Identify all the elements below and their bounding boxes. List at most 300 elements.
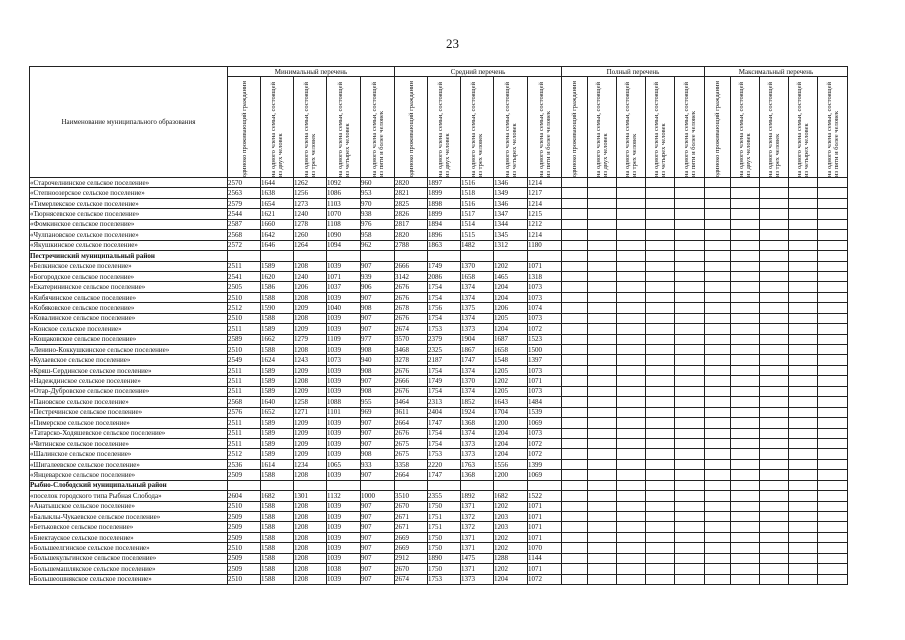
- empty-cell: [562, 553, 588, 563]
- average-value-cell: 2675: [395, 438, 428, 448]
- average-value-cell: 2664: [395, 418, 428, 428]
- minimal-value-cell: 1092: [327, 178, 361, 188]
- empty-cell: [562, 459, 588, 469]
- empty-cell: [818, 438, 848, 448]
- minimal-value-cell: [228, 480, 261, 490]
- municipality-name: «Ленино-Коккушкинское сельское поселение»: [30, 345, 228, 355]
- minimal-value-cell: 2549: [228, 355, 261, 365]
- minimal-value-cell: 1037: [327, 282, 361, 292]
- minimal-value-cell: 1206: [294, 282, 327, 292]
- subcolumn-header-label: на одного члена семьи, состоящей из четырех человек: [796, 82, 810, 177]
- empty-cell: [675, 345, 705, 355]
- average-value-cell: 1753: [428, 574, 461, 584]
- empty-cell: [705, 365, 731, 375]
- empty-cell: [818, 449, 848, 459]
- empty-cell: [760, 438, 789, 448]
- minimal-value-cell: 1588: [261, 522, 294, 532]
- empty-cell: [705, 219, 731, 229]
- empty-cell: [731, 324, 760, 334]
- empty-cell: [617, 480, 646, 490]
- subcolumn-header: [760, 77, 789, 178]
- empty-cell: [562, 313, 588, 323]
- average-value-cell: 1749: [428, 376, 461, 386]
- empty-cell: [789, 407, 818, 417]
- empty-cell: [588, 313, 617, 323]
- empty-cell: [675, 438, 705, 448]
- minimal-value-cell: 1208: [294, 261, 327, 271]
- empty-cell: [731, 219, 760, 229]
- empty-cell: [705, 261, 731, 271]
- empty-cell: [588, 334, 617, 344]
- municipality-name: «Фомкинское сельское поселение»: [30, 219, 228, 229]
- empty-cell: [705, 564, 731, 574]
- empty-cell: [617, 491, 646, 501]
- empty-cell: [562, 282, 588, 292]
- empty-cell: [705, 386, 731, 396]
- empty-cell: [731, 512, 760, 522]
- minimal-value-cell: 1588: [261, 543, 294, 553]
- group-header-full: Полный перечень: [562, 67, 705, 77]
- empty-cell: [588, 209, 617, 219]
- minimal-value-cell: 1258: [294, 397, 327, 407]
- empty-cell: [617, 522, 646, 532]
- minimal-value-cell: 1624: [261, 355, 294, 365]
- average-value-cell: 2820: [395, 230, 428, 240]
- empty-cell: [789, 553, 818, 563]
- empty-cell: [562, 418, 588, 428]
- minimal-value-cell: 906: [361, 282, 395, 292]
- empty-cell: [617, 324, 646, 334]
- municipality-name: «Ковалинское сельское поселение»: [30, 313, 228, 323]
- average-value-cell: 1370: [461, 261, 494, 271]
- minimal-value-cell: 1039: [327, 553, 361, 563]
- average-value-cell: 3142: [395, 271, 428, 281]
- empty-cell: [705, 397, 731, 407]
- average-value-cell: 3611: [395, 407, 428, 417]
- average-value-cell: 1484: [528, 397, 562, 407]
- empty-cell: [731, 240, 760, 250]
- average-value-cell: 2675: [395, 449, 428, 459]
- minimal-value-cell: 1209: [294, 386, 327, 396]
- municipality-name: «Пестречинское сельское поселение»: [30, 407, 228, 417]
- empty-cell: [562, 376, 588, 386]
- minimal-value-cell: 1588: [261, 574, 294, 584]
- minimal-value-cell: 907: [361, 564, 395, 574]
- empty-cell: [789, 418, 818, 428]
- empty-cell: [562, 522, 588, 532]
- average-value-cell: 1071: [528, 532, 562, 542]
- empty-cell: [588, 512, 617, 522]
- table-row: [30, 418, 848, 428]
- empty-cell: [789, 282, 818, 292]
- average-value-cell: 1203: [494, 522, 528, 532]
- average-value-cell: 1371: [461, 532, 494, 542]
- minimal-value-cell: 2509: [228, 553, 261, 563]
- minimal-value-cell: 1088: [327, 397, 361, 407]
- empty-cell: [562, 198, 588, 208]
- minimal-value-cell: 907: [361, 522, 395, 532]
- minimal-value-cell: 960: [361, 178, 395, 188]
- empty-cell: [617, 282, 646, 292]
- average-value-cell: 1517: [461, 209, 494, 219]
- average-value-cell: 1072: [528, 438, 562, 448]
- empty-cell: [588, 480, 617, 490]
- empty-cell: [562, 501, 588, 511]
- average-value-cell: 1753: [428, 449, 461, 459]
- average-value-cell: 1754: [428, 438, 461, 448]
- minimal-value-cell: 1039: [327, 292, 361, 302]
- empty-cell: [562, 271, 588, 281]
- minimal-value-cell: 969: [361, 407, 395, 417]
- average-value-cell: 2671: [395, 512, 428, 522]
- empty-cell: [675, 470, 705, 480]
- empty-cell: [789, 522, 818, 532]
- empty-cell: [562, 397, 588, 407]
- empty-cell: [588, 219, 617, 229]
- minimal-value-cell: 907: [361, 313, 395, 323]
- average-value-cell: 1539: [528, 407, 562, 417]
- empty-cell: [760, 334, 789, 344]
- minimal-value-cell: 2541: [228, 271, 261, 281]
- table-row: [30, 501, 848, 511]
- subcolumn-header: [428, 77, 461, 178]
- minimal-value-cell: 2512: [228, 449, 261, 459]
- table-row: [30, 543, 848, 553]
- table-row: [30, 219, 848, 229]
- empty-cell: [731, 282, 760, 292]
- empty-cell: [675, 334, 705, 344]
- minimal-value-cell: 1090: [327, 230, 361, 240]
- minimal-value-cell: 1208: [294, 522, 327, 532]
- empty-cell: [588, 345, 617, 355]
- empty-cell: [705, 407, 731, 417]
- minimal-value-cell: 1621: [261, 209, 294, 219]
- minimal-value-cell: 907: [361, 501, 395, 511]
- minimal-value-cell: 1234: [294, 459, 327, 469]
- minimal-value-cell: 938: [361, 209, 395, 219]
- empty-cell: [675, 261, 705, 271]
- average-value-cell: 1071: [528, 376, 562, 386]
- average-value-cell: 1754: [428, 428, 461, 438]
- empty-cell: [562, 240, 588, 250]
- empty-cell: [562, 219, 588, 229]
- average-value-cell: 1374: [461, 365, 494, 375]
- average-value-cell: 1373: [461, 574, 494, 584]
- average-value-cell: 2912: [395, 553, 428, 563]
- minimal-value-cell: [294, 251, 327, 261]
- average-value-cell: 3468: [395, 345, 428, 355]
- empty-cell: [646, 240, 675, 250]
- subcolumn-header-label: одиноко проживающий гражданин: [571, 80, 578, 177]
- minimal-value-cell: 1086: [327, 188, 361, 198]
- minimal-value-cell: 1039: [327, 470, 361, 480]
- average-value-cell: 1754: [428, 282, 461, 292]
- empty-cell: [646, 491, 675, 501]
- average-value-cell: 2313: [428, 397, 461, 407]
- average-value-cell: 1897: [428, 178, 461, 188]
- subcolumn-header-label: на одного члена семьи, состоящей из трех человек: [303, 82, 317, 177]
- average-value-cell: 2670: [395, 564, 428, 574]
- empty-cell: [588, 303, 617, 313]
- empty-cell: [617, 459, 646, 469]
- empty-cell: [617, 334, 646, 344]
- empty-cell: [705, 324, 731, 334]
- average-value-cell: 1214: [528, 230, 562, 240]
- minimal-value-cell: 2511: [228, 418, 261, 428]
- average-value-cell: 2379: [428, 334, 461, 344]
- empty-cell: [562, 303, 588, 313]
- empty-cell: [731, 303, 760, 313]
- empty-cell: [760, 209, 789, 219]
- empty-cell: [731, 271, 760, 281]
- empty-cell: [646, 386, 675, 396]
- table-row: [30, 438, 848, 448]
- minimal-value-cell: 1094: [327, 240, 361, 250]
- table-row: [30, 178, 848, 188]
- minimal-value-cell: 1589: [261, 376, 294, 386]
- municipality-name: «Шалинское сельское поселение»: [30, 449, 228, 459]
- minimal-value-cell: 2505: [228, 282, 261, 292]
- minimal-value-cell: 907: [361, 438, 395, 448]
- minimal-value-cell: 907: [361, 324, 395, 334]
- minimal-value-cell: 1209: [294, 438, 327, 448]
- minimal-value-cell: 1039: [327, 313, 361, 323]
- minimal-value-cell: 1208: [294, 292, 327, 302]
- subcolumn-header: [294, 77, 327, 178]
- empty-cell: [646, 543, 675, 553]
- empty-cell: [646, 553, 675, 563]
- empty-cell: [588, 532, 617, 542]
- minimal-value-cell: 1039: [327, 574, 361, 584]
- empty-cell: [789, 188, 818, 198]
- subcolumn-header: [588, 77, 617, 178]
- empty-cell: [818, 397, 848, 407]
- empty-cell: [617, 407, 646, 417]
- average-value-cell: 1200: [494, 470, 528, 480]
- empty-cell: [789, 438, 818, 448]
- municipality-name: «Чулпановское сельское поселение»: [30, 230, 228, 240]
- empty-cell: [588, 438, 617, 448]
- minimal-value-cell: 1039: [327, 324, 361, 334]
- empty-cell: [617, 376, 646, 386]
- empty-cell: [646, 303, 675, 313]
- subcolumn-header: [361, 77, 395, 178]
- municipality-name: «Надеждинское сельское поселение»: [30, 376, 228, 386]
- minimal-value-cell: 2509: [228, 532, 261, 542]
- empty-cell: [617, 251, 646, 261]
- empty-cell: [646, 271, 675, 281]
- average-value-cell: 2820: [395, 178, 428, 188]
- average-value-cell: 3358: [395, 459, 428, 469]
- minimal-value-cell: 908: [361, 365, 395, 375]
- minimal-value-cell: [327, 480, 361, 490]
- empty-cell: [789, 292, 818, 302]
- empty-cell: [818, 188, 848, 198]
- minimal-value-cell: 1208: [294, 313, 327, 323]
- empty-cell: [818, 543, 848, 553]
- empty-cell: [675, 449, 705, 459]
- empty-cell: [731, 230, 760, 240]
- average-value-cell: 1904: [461, 334, 494, 344]
- empty-cell: [789, 313, 818, 323]
- minimal-value-cell: 1039: [327, 543, 361, 553]
- empty-cell: [617, 386, 646, 396]
- empty-cell: [617, 209, 646, 219]
- minimal-value-cell: 2568: [228, 230, 261, 240]
- average-value-cell: 1318: [528, 271, 562, 281]
- empty-cell: [760, 459, 789, 469]
- empty-cell: [818, 512, 848, 522]
- empty-cell: [789, 574, 818, 584]
- minimal-value-cell: 1589: [261, 449, 294, 459]
- subcolumn-header: [731, 77, 760, 178]
- empty-cell: [731, 386, 760, 396]
- table-row: [30, 407, 848, 417]
- empty-cell: [675, 219, 705, 229]
- average-value-cell: 1204: [494, 428, 528, 438]
- average-value-cell: 3510: [395, 491, 428, 501]
- subcolumn-header: [395, 77, 428, 178]
- minimal-value-cell: 976: [361, 219, 395, 229]
- minimal-value-cell: 1642: [261, 230, 294, 240]
- empty-cell: [646, 282, 675, 292]
- empty-cell: [675, 459, 705, 469]
- empty-cell: [646, 532, 675, 542]
- empty-cell: [760, 365, 789, 375]
- average-value-cell: 1548: [494, 355, 528, 365]
- average-value-cell: 1867: [461, 345, 494, 355]
- average-value-cell: 2669: [395, 543, 428, 553]
- subcolumn-header-label: одиноко проживающий гражданин: [714, 80, 721, 177]
- empty-cell: [705, 355, 731, 365]
- empty-cell: [705, 459, 731, 469]
- empty-cell: [617, 188, 646, 198]
- minimal-value-cell: 1614: [261, 459, 294, 469]
- minimal-value-cell: 1208: [294, 543, 327, 553]
- average-value-cell: 1924: [461, 407, 494, 417]
- minimal-value-cell: 1590: [261, 303, 294, 313]
- empty-cell: [617, 564, 646, 574]
- empty-cell: [588, 418, 617, 428]
- municipality-name: «Конское сельское поселение»: [30, 324, 228, 334]
- empty-cell: [588, 230, 617, 240]
- empty-cell: [705, 271, 731, 281]
- empty-cell: [646, 209, 675, 219]
- minimal-value-cell: 2511: [228, 428, 261, 438]
- average-value-cell: 1518: [461, 188, 494, 198]
- average-value-cell: 1204: [494, 574, 528, 584]
- minimal-value-cell: 1588: [261, 313, 294, 323]
- district-name: Рыбно-Слободский муниципальный район: [30, 480, 228, 490]
- empty-cell: [818, 376, 848, 386]
- average-value-cell: 1682: [494, 491, 528, 501]
- minimal-value-cell: [361, 480, 395, 490]
- average-value-cell: 2676: [395, 365, 428, 375]
- empty-cell: [705, 334, 731, 344]
- municipality-name: «Кощаковское сельское поселение»: [30, 334, 228, 344]
- table-row: [30, 491, 848, 501]
- empty-cell: [675, 574, 705, 584]
- average-value-cell: 1202: [494, 564, 528, 574]
- average-value-cell: 1516: [461, 178, 494, 188]
- empty-cell: [675, 282, 705, 292]
- empty-cell: [705, 543, 731, 553]
- empty-cell: [675, 230, 705, 240]
- average-value-cell: 2674: [395, 324, 428, 334]
- empty-cell: [617, 553, 646, 563]
- empty-cell: [760, 480, 789, 490]
- average-value-cell: 1514: [461, 219, 494, 229]
- minimal-value-cell: 1039: [327, 418, 361, 428]
- empty-cell: [675, 407, 705, 417]
- empty-cell: [617, 178, 646, 188]
- minimal-value-cell: 1039: [327, 532, 361, 542]
- empty-cell: [588, 240, 617, 250]
- municipality-name: «Большекульгинское сельское поселение»: [30, 553, 228, 563]
- empty-cell: [731, 428, 760, 438]
- empty-cell: [646, 251, 675, 261]
- empty-cell: [588, 365, 617, 375]
- empty-cell: [646, 188, 675, 198]
- empty-cell: [760, 543, 789, 553]
- empty-cell: [562, 230, 588, 240]
- minimal-value-cell: 2512: [228, 303, 261, 313]
- header-group-row: [30, 67, 848, 77]
- average-value-cell: 1204: [494, 292, 528, 302]
- empty-cell: [705, 532, 731, 542]
- average-value-cell: 1070: [528, 543, 562, 553]
- average-value-cell: 1863: [428, 240, 461, 250]
- empty-cell: [760, 407, 789, 417]
- minimal-value-cell: 962: [361, 240, 395, 250]
- empty-cell: [646, 376, 675, 386]
- empty-cell: [588, 376, 617, 386]
- average-value-cell: 2669: [395, 532, 428, 542]
- empty-cell: [789, 303, 818, 313]
- average-value-cell: 1756: [428, 303, 461, 313]
- minimal-value-cell: 908: [361, 303, 395, 313]
- minimal-value-cell: 1209: [294, 428, 327, 438]
- empty-cell: [617, 355, 646, 365]
- empty-cell: [675, 522, 705, 532]
- empty-cell: [675, 251, 705, 261]
- average-value-cell: 1500: [528, 345, 562, 355]
- subcolumn-header-label: на одного члена семьи, состоящей из трех человек: [624, 82, 638, 177]
- minimal-value-cell: 2510: [228, 313, 261, 323]
- average-value-cell: 2670: [395, 501, 428, 511]
- minimal-value-cell: 2509: [228, 512, 261, 522]
- empty-cell: [562, 480, 588, 490]
- minimal-value-cell: 1588: [261, 292, 294, 302]
- table-body: [30, 178, 848, 585]
- empty-cell: [731, 345, 760, 355]
- municipality-name: «Белкинское сельское поселение»: [30, 261, 228, 271]
- municipality-name: «Пимерское сельское поселение»: [30, 418, 228, 428]
- empty-cell: [646, 522, 675, 532]
- minimal-value-cell: 1209: [294, 324, 327, 334]
- minimal-value-cell: 1588: [261, 470, 294, 480]
- average-value-cell: 1073: [528, 282, 562, 292]
- empty-cell: [588, 271, 617, 281]
- minimal-value-cell: 907: [361, 543, 395, 553]
- empty-cell: [675, 292, 705, 302]
- empty-cell: [705, 574, 731, 584]
- average-value-cell: 1750: [428, 501, 461, 511]
- table-row: [30, 324, 848, 334]
- average-value-cell: 1373: [461, 449, 494, 459]
- empty-cell: [562, 365, 588, 375]
- average-value-cell: 2676: [395, 282, 428, 292]
